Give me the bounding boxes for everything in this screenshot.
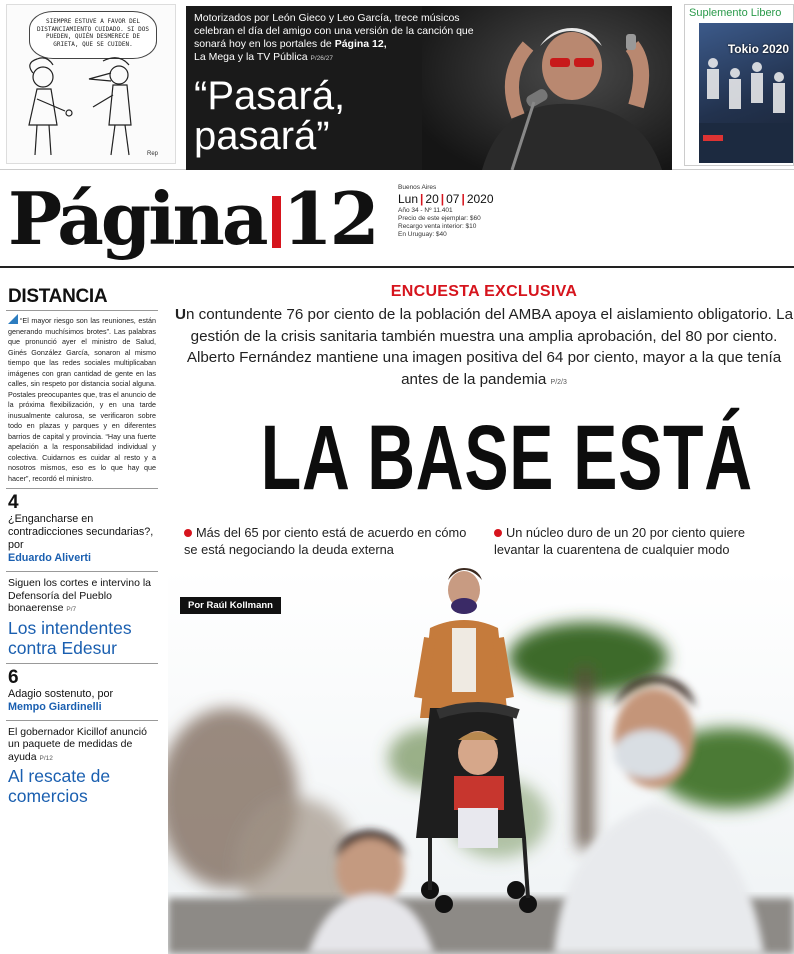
cartoon-drawing bbox=[7, 55, 177, 163]
author-aliverti[interactable]: Eduardo Aliverti bbox=[8, 552, 91, 564]
red-dot-icon bbox=[494, 529, 502, 537]
bullet-deuda: Más del 65 por ciento está de acuerdo en cómo se está negociando la deuda externa bbox=[184, 525, 467, 557]
newspaper-logo[interactable]: Página 12 bbox=[8, 176, 377, 261]
bullet-cuarentena: Un núcleo duro de un 20 por ciento quiere levantar la cuarentena de cualquier modo bbox=[494, 525, 746, 557]
comercios-headline-link[interactable]: Al rescate de comercios bbox=[8, 766, 111, 806]
page-number-4: 4 bbox=[8, 492, 19, 513]
distancia-body: “El mayor riesgo son las reuniones, están generando muchísimos brotes”. Las palabras que pronunció ayer el ministro de Salud, Ginés González García, sonaron al mismo tiempo que las redes sociales multiplicaban imágenes con gran cantidad de gente en las calles, sin respeto por distancia social alguna. Postales preocupantes que, tras el anuncio de la próxima flexibilización, y en una tarde inusualmente calurosa, se verificaron sobre todo en plazas y parques y en diferentes barrios de capital y provincia. “Hay una fuerte apelación a la responsabilidad individual y colectiva. Cuidarnos es cuidar al resto y a nosotros mismos, eso es lo que hay que hacer”, recordó el ministro. bbox=[8, 316, 156, 483]
edition-date: Lun | 20 | 07 | 2020 bbox=[398, 192, 494, 206]
opinion-aliverti[interactable]: ¿Engancharse en contradicciones secundarias?, por Eduardo Aliverti bbox=[8, 513, 154, 564]
promo-text: Motorizados por León Gieco y Leo García, trece músicos celebran el día del amigo con una versión de la canción que sonará hoy en los portales de Página 12, La Mega y la TV Pública P/26/27 bbox=[194, 12, 474, 63]
cartoon bbox=[6, 4, 176, 164]
edition-surcharge: Recargo venta interior: $10 bbox=[398, 223, 477, 230]
author-giardinelli[interactable]: Mempo Giardinelli bbox=[8, 700, 102, 713]
edesur-headline-link[interactable]: Los intendentes contra Edesur bbox=[8, 617, 132, 658]
edition-city: Buenos Aires bbox=[398, 184, 437, 191]
main-photo bbox=[168, 568, 794, 954]
supplement-title: Suplemento Libero bbox=[689, 7, 782, 19]
edition-issue: Año 34 - Nº 11.401 bbox=[398, 207, 453, 214]
distancia-title: DISTANCIA bbox=[8, 286, 108, 307]
cartoon-signature: Rep bbox=[147, 151, 159, 157]
red-dot-icon bbox=[184, 529, 192, 537]
supplement-tokio: Tokio 2020 bbox=[727, 42, 789, 56]
main-headline[interactable]: LA BASE ESTÁ bbox=[260, 407, 753, 509]
opinion-giardinelli[interactable]: Adagio sostenuto, por Mempo Giardinelli bbox=[8, 687, 114, 713]
edition-price: Precio de este ejemplar: $60 bbox=[398, 215, 481, 222]
byline[interactable]: Por Raúl Kollmann bbox=[180, 597, 281, 614]
logo-red-bar bbox=[272, 196, 281, 248]
promo-brand: Página 12, bbox=[334, 38, 387, 50]
supplement-box[interactable] bbox=[684, 4, 794, 166]
story-deck: Un contundente 76 por ciento de la población del AMBA apoya el aislamiento obligatorio. La gestión de la crisis sanitaria también muestra una amplia aprobación, del 80 por ciento. Alberto Fernández mantiene una imagen positiva del 64 por ciento, mayor a la que tenía antes de la pandemia P/2/3 bbox=[174, 306, 794, 388]
deck-page-ref: P/2/3 bbox=[550, 378, 567, 386]
cartoon-speech-bubble: SIEMPRE ESTUVE A FAVOR DEL DISTANCIAMIENTO CUIDADO. SI DOS PUEDEN, QUIÉN DESMERECE DE GRIETA, QUE SE CUIDEN. bbox=[29, 11, 157, 59]
left-column bbox=[0, 282, 164, 954]
promo-box[interactable] bbox=[186, 6, 672, 170]
masthead bbox=[0, 172, 794, 268]
blue-triangle-icon bbox=[8, 314, 18, 324]
kicillof-blurb: El gobernador Kicillof anunció un paquete de medidas de ayuda P/12 bbox=[8, 725, 147, 763]
page-number-6: 6 bbox=[8, 666, 19, 688]
top-strip bbox=[0, 0, 794, 170]
edition-uruguay: En Uruguay: $40 bbox=[398, 231, 447, 238]
story-kicker: ENCUESTA EXCLUSIVA bbox=[390, 283, 578, 300]
promo-page-ref: P/26/27 bbox=[310, 55, 333, 62]
edesur-blurb: Siguen los cortes e intervino la Defensoría del Pueblo bonaerense P/7 bbox=[8, 577, 151, 614]
promo-quote: “Pasará, pasará” bbox=[194, 74, 346, 158]
edition-info bbox=[398, 184, 494, 239]
